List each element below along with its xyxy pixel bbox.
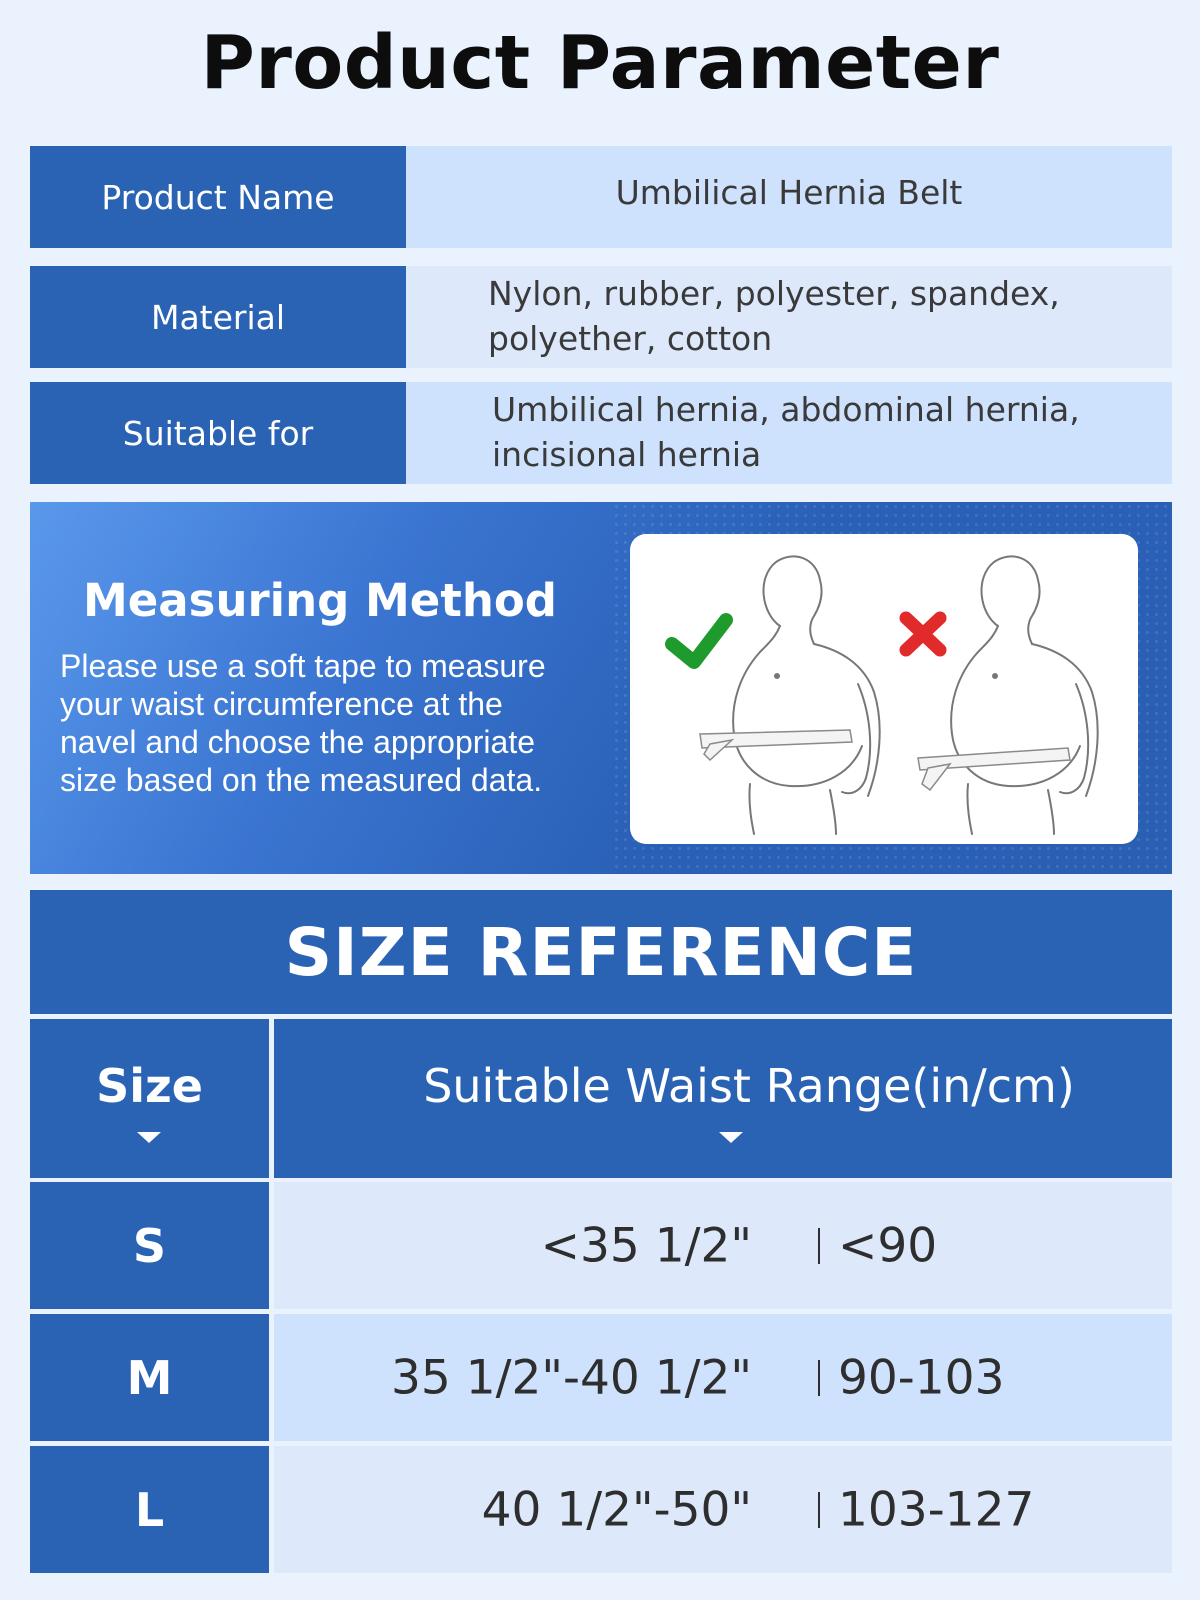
column-header-range bbox=[274, 1019, 1172, 1178]
param-label: Suitable for bbox=[30, 382, 406, 484]
correct-figure bbox=[733, 556, 880, 834]
table-row bbox=[30, 1314, 1172, 1441]
range-cm: 90-103 bbox=[838, 1350, 1005, 1405]
measuring-figures bbox=[630, 534, 1138, 844]
size-cell: S bbox=[30, 1182, 269, 1309]
range-cm: <90 bbox=[838, 1218, 938, 1273]
measuring-method-panel bbox=[30, 502, 1172, 874]
size-reference-title: SIZE REFERENCE bbox=[30, 890, 1172, 1014]
column-header-size bbox=[30, 1019, 269, 1178]
measuring-illustration bbox=[630, 534, 1138, 844]
description-line: navel and choose the appropriate bbox=[60, 724, 536, 760]
cross-icon bbox=[906, 618, 940, 650]
param-value bbox=[406, 382, 1172, 484]
range-cm: 103-127 bbox=[838, 1482, 1035, 1537]
param-value-line: incisional hernia bbox=[492, 435, 762, 474]
description-line: Please use a soft tape to measure bbox=[60, 648, 546, 684]
param-row-material bbox=[30, 266, 1172, 368]
size-cell: L bbox=[30, 1446, 269, 1573]
param-label: Material bbox=[30, 266, 406, 368]
caret-down-icon bbox=[137, 1132, 161, 1143]
param-label: Product Name bbox=[30, 146, 406, 248]
range-cell bbox=[274, 1314, 1172, 1441]
divider bbox=[818, 1228, 820, 1264]
wrong-figure bbox=[951, 556, 1098, 834]
check-icon bbox=[672, 620, 726, 662]
param-value-line: polyether, cotton bbox=[488, 319, 773, 358]
range-cell bbox=[274, 1446, 1172, 1573]
description-line: size based on the measured data. bbox=[60, 762, 543, 798]
divider bbox=[818, 1360, 820, 1396]
column-header-label: Suitable Waist Range(in/cm) bbox=[423, 1059, 1075, 1113]
param-value-line: Umbilical hernia, abdominal hernia, bbox=[492, 390, 1080, 430]
column-header-label: Size bbox=[96, 1059, 203, 1113]
divider bbox=[818, 1492, 820, 1528]
param-row-product-name bbox=[30, 146, 1172, 248]
param-row-suitable-for bbox=[30, 382, 1172, 484]
param-value-line: Nylon, rubber, polyester, spandex, bbox=[488, 274, 1060, 314]
range-cell bbox=[274, 1182, 1172, 1309]
caret-down-icon bbox=[719, 1132, 743, 1143]
range-inch: 35 1/2"-40 1/2" bbox=[391, 1350, 752, 1405]
table-row bbox=[30, 1446, 1172, 1573]
param-value bbox=[406, 266, 1172, 368]
description-line: your waist circumference at the bbox=[60, 686, 503, 722]
measuring-title: Measuring Method bbox=[83, 574, 557, 627]
range-inch: 40 1/2"-50" bbox=[481, 1482, 752, 1537]
size-cell: M bbox=[30, 1314, 269, 1441]
measuring-description bbox=[60, 647, 620, 799]
table-row bbox=[30, 1182, 1172, 1309]
param-value: Umbilical Hernia Belt bbox=[406, 146, 1172, 248]
range-inch: <35 1/2" bbox=[540, 1218, 752, 1273]
page-title: Product Parameter bbox=[200, 20, 1000, 106]
